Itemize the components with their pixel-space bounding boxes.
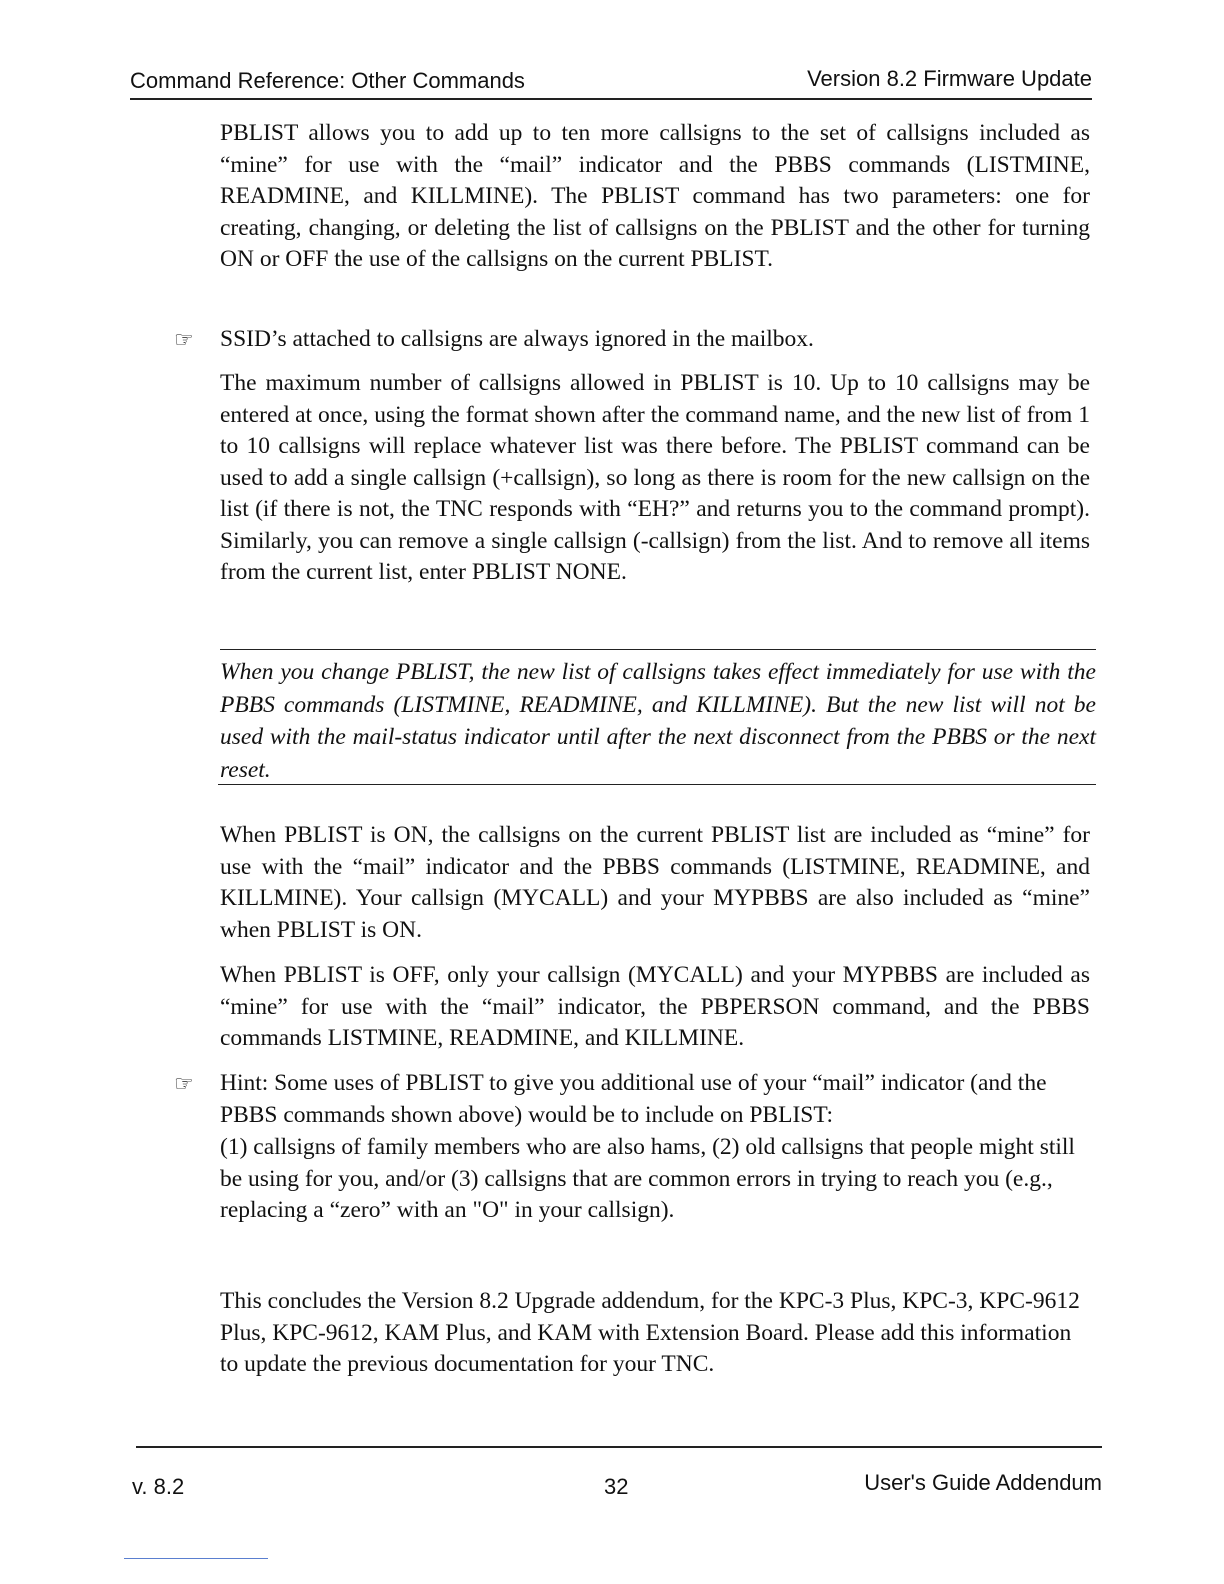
note-bottom-rule — [218, 784, 1096, 785]
bottom-mark-line — [124, 1558, 268, 1559]
footer-rule — [136, 1446, 1102, 1448]
note-top-rule — [220, 649, 1096, 650]
header-section-title: Command Reference: Other Commands — [130, 68, 525, 93]
conclusion-paragraph: This concludes the Version 8.2 Upgrade addendum, for the KPC-3 Plus, KPC-3, KPC-9612 Plus, KPC-9612, KAM Plus, and KAM with Extension Board. Please add this information to update the previous documentation for your TNC. — [220, 1288, 1080, 1377]
hint-examples-paragraph: (1) callsigns of family members who are also hams, (2) old callsigns that people might still be using for you, and/or (3) callsigns that are common errors in trying to reach you (e.g., replacing a “zero” with an "O" in your callsign). — [220, 1134, 1075, 1223]
italic-note: When you change PBLIST, the new list of callsigns takes effect immediately for use with the PBBS commands (LISTMINE, READMINE, and KILLMINE). But the new list will not be used with the mail-status indicator until after the next disconnect from the PBBS or the next reset. — [220, 659, 1096, 783]
hint-paragraph: Hint: Some uses of PBLIST to give you additional use of your “mail” indicator (and the PBBS commands shown above) would be to include on PBLIST: — [220, 1070, 1047, 1128]
pointing-hand-icon: ☞ — [174, 1071, 194, 1096]
footer-guide-title: User's Guide Addendum — [864, 1470, 1102, 1495]
page-header — [130, 64, 1092, 100]
header-version: Version 8.2 Firmware Update — [807, 66, 1092, 91]
page-number: 32 — [604, 1474, 629, 1499]
footer-version: v. 8.2 — [132, 1474, 185, 1499]
pointing-hand-icon: ☞ — [174, 327, 194, 352]
pblist-off-paragraph: When PBLIST is OFF, only your callsign (MYCALL) and your MYPBBS are included as “mine” for use with the “mail” indicator, the PBPERSON command, and the PBBS commands LISTMINE, READMINE, and KILLMINE. — [220, 962, 1090, 1051]
pblist-intro-paragraph: PBLIST allows you to add up to ten more callsigns to the set of callsigns included as “mine” for use with the “mail” indicator and the PBBS commands (LISTMINE, READMINE, and KILLMINE). The PBLIST command has two parameters: one for creating, changing, or deleting the list of callsigns on the PBLIST and the other for turning ON or OFF the use of the callsigns on the current PBLIST. — [220, 120, 1090, 272]
pblist-maximum-paragraph: The maximum number of callsigns allowed in PBLIST is 10. Up to 10 callsigns may be entered at once, using the format shown after the command name, and the new list of from 1 to 10 callsigns will replace whatever list was there before. The PBLIST command can be used to add a single callsign (+callsign), so long as there is room for the new callsign on the list (if there is not, the TNC responds with “EH?” and returns you to the command prompt). Similarly, you can remove a single callsign (-callsign) from the list. And to remove all items from the current list, enter PBLIST NONE. — [220, 370, 1090, 585]
pblist-on-paragraph: When PBLIST is ON, the callsigns on the current PBLIST list are included as “mine” for use with the “mail” indicator and the PBBS commands (LISTMINE, READMINE, and KILLMINE). Your callsign (MYCALL) and your MYPBBS are also included as “mine” when PBLIST is ON. — [220, 822, 1090, 943]
ssid-note: SSID’s attached to callsigns are always ignored in the mailbox. — [220, 326, 814, 352]
